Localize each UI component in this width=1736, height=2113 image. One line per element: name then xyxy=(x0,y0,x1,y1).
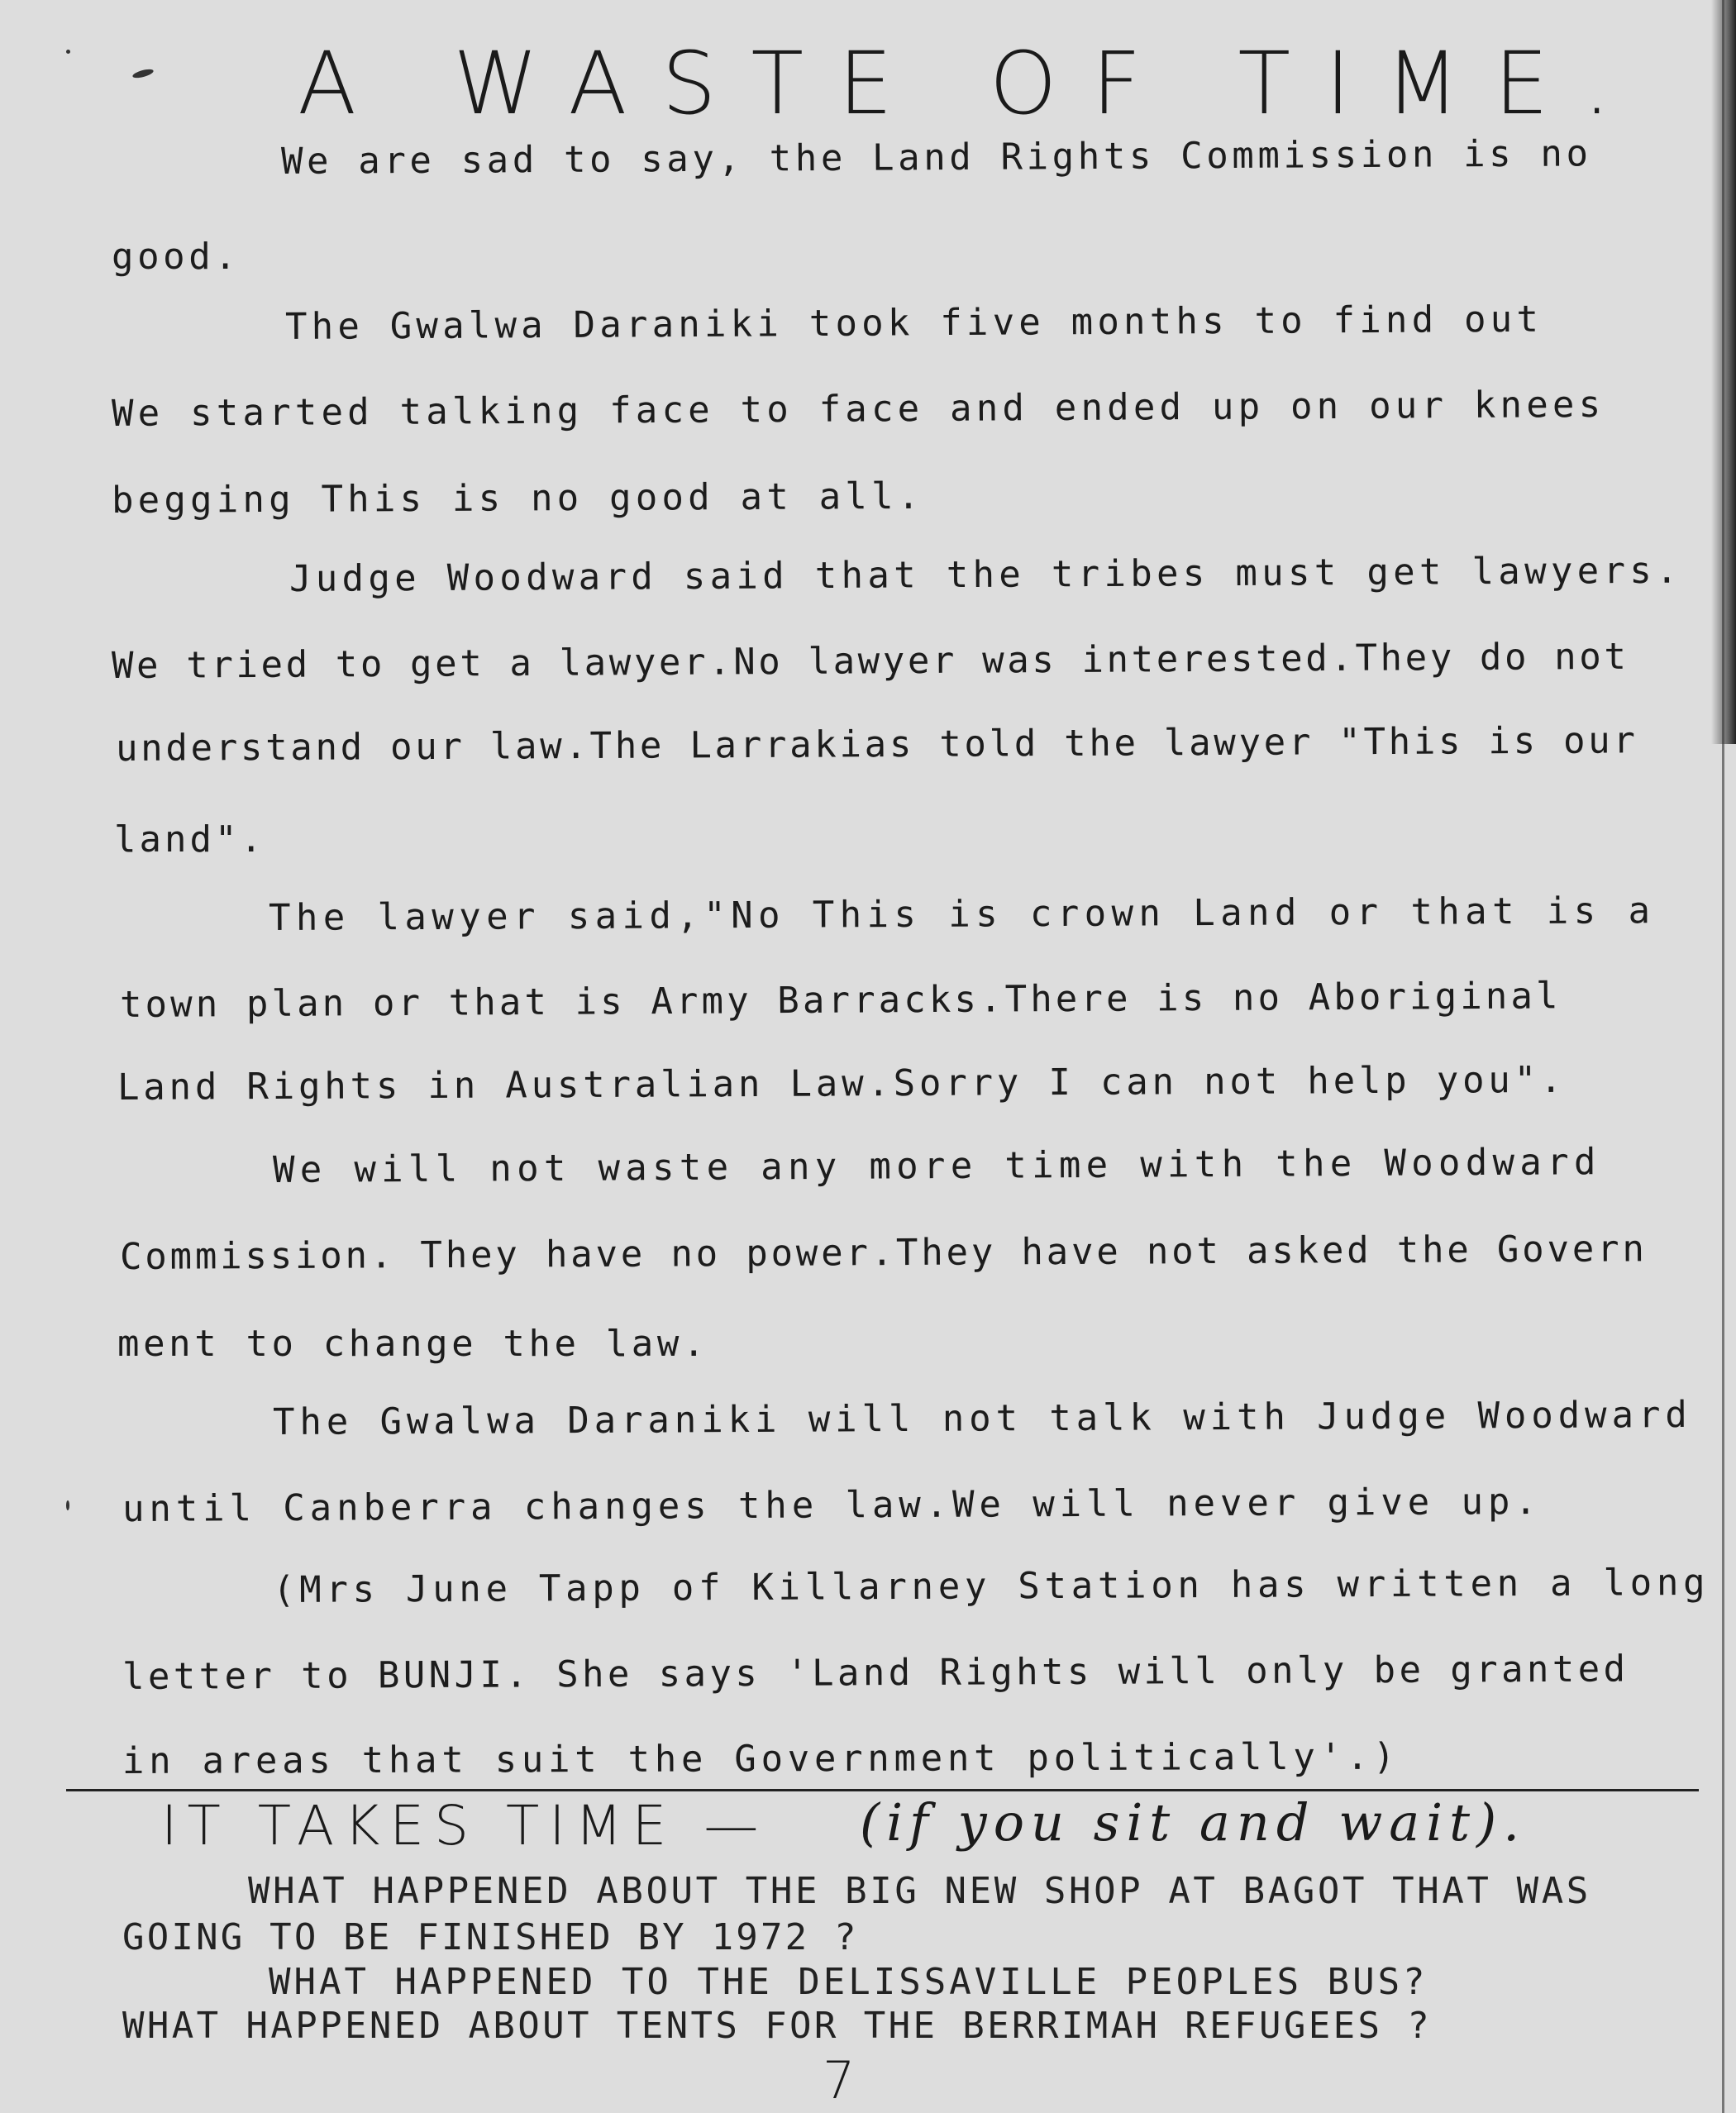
article-line: until Canberra changes the law.We will never give up. xyxy=(122,1481,1542,1530)
article-line: (Mrs June Tapp of Killarney Station has written a long xyxy=(272,1561,1710,1611)
question-line: WHAT HAPPENED TO THE DELISSAVILLE PEOPLES BUS? xyxy=(269,1961,1428,2003)
article-line: in areas that suit the Government politically'.) xyxy=(122,1735,1400,1782)
article-line: Judge Woodward said that the tribes must get lawyers. xyxy=(289,549,1683,600)
article-line: letter to BUNJI. She says 'Land Rights will only be granted xyxy=(122,1648,1629,1698)
article-line: Land Rights in Australian Law.Sorry I can not help you". xyxy=(117,1058,1567,1109)
section-divider xyxy=(66,1789,1699,1791)
section-subheading-aside: (if you sit and wait). xyxy=(860,1792,1526,1853)
article-line: The Gwalwa Daraniki took five months to find out xyxy=(284,298,1543,348)
article-line: ment to change the law. xyxy=(117,1323,709,1365)
article-line: good. xyxy=(112,236,241,278)
scan-speck xyxy=(131,68,154,79)
article-line: town plan or that is Army Barracks.There is no Aboriginal xyxy=(119,975,1562,1026)
question-line: GOING TO BE FINISHED BY 1972 ? xyxy=(122,1916,859,1958)
question-line: WHAT HAPPENED ABOUT TENTS FOR THE BERRIMAH REFUGEES ? xyxy=(122,2005,1433,2047)
article-line: We will not waste any more time with the Woodward xyxy=(272,1141,1601,1191)
article-line: Commission. They have no power.They have not asked the Govern xyxy=(119,1228,1648,1278)
article-line: The Gwalwa Daraniki will not talk with Judge Woodward xyxy=(272,1394,1692,1443)
question-line: WHAT HAPPENED ABOUT THE BIG NEW SHOP AT BAGOT THAT WAS xyxy=(248,1870,1591,1912)
article-line: The lawyer said,"No This is crown Land or that is a xyxy=(268,890,1656,939)
article-line: begging This is no good at all. xyxy=(111,475,924,522)
page-number: 7 xyxy=(823,2050,856,2111)
scan-speck xyxy=(66,1500,69,1510)
article-headline: A WASTE OF TIME. xyxy=(298,33,1646,134)
article-line: We started talking face to face and ended up on our knees xyxy=(111,383,1605,435)
article-line: understand our law.The Larrakias told the lawyer "This is our xyxy=(115,719,1638,770)
section-subheading: IT TAKES TIME — xyxy=(161,1794,769,1858)
article-line: land". xyxy=(114,818,265,861)
scan-speck xyxy=(66,50,70,54)
article-line: We are sad to say, the Land Rights Commission is no xyxy=(280,132,1592,183)
article-line: We tried to get a lawyer.No lawyer was interested.They do not xyxy=(111,635,1629,687)
